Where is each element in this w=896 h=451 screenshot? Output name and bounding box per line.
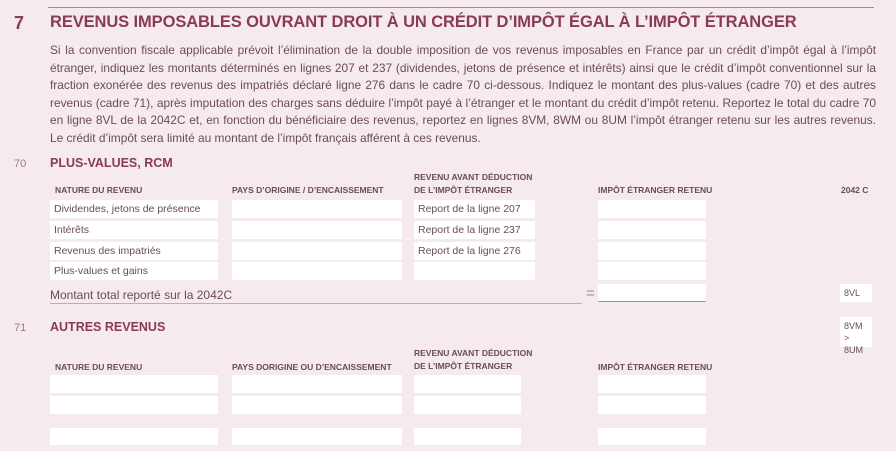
cadre71-row2-nature-input[interactable]: [50, 396, 218, 414]
cadre70-row2-nature: Intérêts: [50, 221, 218, 239]
cadre70-row3-impot-input[interactable]: [598, 242, 706, 260]
cadre71-row3-nature-input[interactable]: [50, 428, 218, 445]
header-pays: PAYS D’ORIGINE / D’ENCAISSEMENT: [232, 185, 384, 195]
section-title: REVENUS IMPOSABLES OUVRANT DROIT À UN CRÉDIT D’IMPÔT ÉGAL À L’IMPÔT ÉTRANGER: [50, 13, 797, 31]
cadre70-row1-pays-input[interactable]: [232, 200, 402, 218]
cadre71-row2-pays-input[interactable]: [232, 396, 402, 414]
cadre70-row3-pays-input[interactable]: [232, 242, 402, 260]
total-underline: [50, 303, 582, 304]
header-revenu: [414, 171, 532, 197]
cadre-70-title: PLUS-VALUES, RCM: [50, 156, 173, 170]
header-nature: NATURE DU REVENU: [55, 185, 143, 195]
cadre70-row1-impot-input[interactable]: [598, 200, 706, 218]
header71-revenu-line2: DE L’IMPÔT ÉTRANGER: [414, 361, 513, 371]
cadre70-row4-pays-input[interactable]: [232, 262, 402, 280]
cadre71-row1-revenu-input[interactable]: [414, 375, 521, 393]
header71-nature: NATURE DU REVENU: [55, 362, 143, 372]
code-8vm-8um: [840, 317, 872, 355]
header-revenu-line1: REVENU AVANT DÉDUCTION: [414, 172, 533, 182]
cadre70-row3-nature: Revenus des impatriés: [50, 242, 218, 260]
total-label: Montant total reporté sur la 2042C: [50, 288, 233, 302]
cadre71-row1-nature-input[interactable]: [50, 375, 218, 393]
header-revenu-line2: DE L’IMPÔT ÉTRANGER: [414, 185, 513, 195]
header71-impot: IMPÔT ÉTRANGER RETENU: [598, 362, 713, 372]
cadre70-row2-pays-input[interactable]: [232, 221, 402, 239]
header-2042c: 2042 C: [841, 185, 869, 195]
section-number: 7: [14, 13, 25, 33]
cadre70-row4-impot-input[interactable]: [598, 262, 706, 280]
cadre71-row2-impot-input[interactable]: [598, 396, 706, 414]
cadre70-row2-impot-input[interactable]: [598, 221, 706, 239]
cadre71-row3-impot-input[interactable]: [598, 428, 706, 445]
header71-revenu-line1: REVENU AVANT DÉDUCTION: [414, 348, 533, 358]
section-intro: Si la convention fiscale applicable prévoit l’élimination de la double imposition de vos revenus imposables en France par un crédit d’impôt égal à l’impôt étranger, indiquez les montants déterminés en lignes 207 et 237 (dividendes, jetons de présence et intérêts) ainsi que le crédit d’impôt conventionnel sur la fraction exonérée des revenus des impatriés déclaré ligne 276 dans le cadre 70 ci-dessous. Indiquez le montant des plus-values (cadre 70) et des autres revenus (cadre 71), après imputation des charges sans déduire l’impôt payé à l’étranger et le montant du crédit d’impôt retenu. Reportez le total du cadre 70 en ligne 8VL de la 2042C et, en fonction du bénéficiaire des revenus, reportez en lignes 8VM, 8WM ou 8UM l’impôt étranger retenu sur les autres revenus. Le crédit d’impôt sera limité au montant de l’impôt français afférent à ces revenus.: [50, 43, 876, 145]
cadre70-row4-revenu-input[interactable]: [414, 262, 535, 280]
code-8um: 8UM: [844, 345, 864, 355]
total-8vl-input[interactable]: [598, 284, 706, 302]
code-8vm: 8VM >: [844, 321, 863, 343]
cadre71-row3-revenu-input[interactable]: [414, 428, 521, 445]
cadre-70-number: 70: [14, 158, 27, 170]
header71-revenu: [414, 347, 532, 373]
equals-sign: =: [586, 285, 595, 302]
cadre70-row1-nature: Dividendes, jetons de présence: [50, 200, 218, 218]
header71-pays: PAYS DORIGINE OU D’ENCAISSEMENT: [232, 362, 392, 372]
cadre-71-title: AUTRES REVENUS: [50, 320, 166, 334]
cadre71-row3-pays-input[interactable]: [232, 428, 402, 445]
cadre71-row1-pays-input[interactable]: [232, 375, 402, 393]
cadre70-row1-revenu[interactable]: Report de la ligne 207: [414, 200, 535, 218]
top-rule: [48, 7, 874, 8]
cadre-71-number: 71: [14, 322, 27, 334]
header-impot: IMPÔT ÉTRANGER RETENU: [598, 185, 713, 195]
cadre70-row4-nature: Plus-values et gains: [50, 262, 218, 280]
cadre71-row1-impot-input[interactable]: [598, 375, 706, 393]
cadre70-row3-revenu[interactable]: Report de la ligne 276: [414, 242, 535, 260]
cadre71-row2-revenu-input[interactable]: [414, 396, 521, 414]
cadre70-row2-revenu[interactable]: Report de la ligne 237: [414, 221, 535, 239]
code-8vl: 8VL: [840, 284, 872, 302]
